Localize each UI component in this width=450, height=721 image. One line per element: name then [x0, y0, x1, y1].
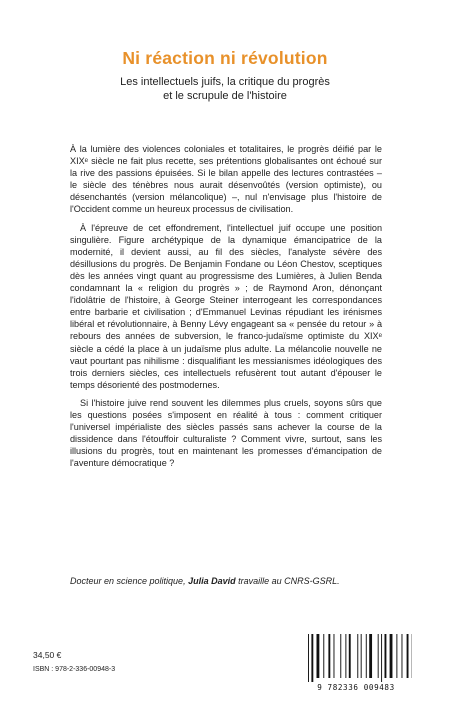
barcode-bar: [308, 634, 309, 682]
barcode-bar: [323, 634, 324, 678]
barcode-bar: [402, 634, 403, 678]
barcode-bar: [311, 634, 313, 682]
barcode-bar: [396, 634, 397, 678]
barcode-bar: [381, 634, 382, 682]
barcode-bar: [361, 634, 362, 678]
barcode-bar: [328, 634, 330, 678]
subtitle-line-2: et le scrupule de l'histoire: [163, 90, 287, 102]
barcode-bar: [385, 634, 387, 678]
author-note-suffix: travaille au CNRS-GSRL.: [235, 576, 340, 586]
subtitle-line-1: Les intellectuels juifs, la critique du progrès: [120, 76, 330, 88]
blurb-paragraph-2: À l'épreuve de cet effondrement, l'intellectuel juif occupe une position singulière. Figure archétypique de la dynamique émancipatrice de la modernité, il devient aussi, au fil des siècles, l'analyste sévère des désillusions du progrès. De Benjamin Fondane ou Léon Chestov, sceptiques dès les années vingt quant au progressisme des Lumières, à Julien Benda condamnant la « religion du progrès » ; de Raymond Aron, dénonçant l'idolâtrie de l'histoire, à George Steiner interrogeant les correspondances entre barbarie et civilisation ; d'Emmanuel Levinas répudiant les irénismes libéral et révolutionnaire, à Benny Lévy engageant sa « pensée du retour » à rebours des années de subversion, le franco-judaïsme optimiste du XIXᵉ siècle a cédé la place à un judaïsme plus adulte. La mélancolie nouvelle ne vaut pourtant pas nihilisme : disqualifiant les messianismes idéologiques des trois derniers siècles, ces intellectuels refusèrent tout autant d'épouser le temps désorienté des postmodernes.: [70, 222, 382, 390]
author-note: [70, 576, 400, 586]
barcode-bar: [345, 634, 346, 678]
barcode: [300, 634, 412, 694]
barcode-bar: [317, 634, 320, 678]
blurb-paragraph-1: À la lumière des violences coloniales et totalitaires, le progrès déifié par le XIXᵉ siècle ne fait plus recette, ses prétentions globalisantes ont échoué sur la rive des passions épuisées. Si le bilan appelle des lectures contrastées – le siècle des ténèbres nous aurait désenvoûtés (version optimiste), ou désenchantés (version mélancolique) –, nul n'envisage plus l'histoire de l'Occident comme un heureux processus de civilisation.: [70, 144, 382, 215]
barcode-bar: [340, 634, 341, 678]
barcode-bar: [369, 634, 372, 678]
book-subtitle: [0, 75, 450, 103]
author-name: Julia David: [188, 576, 236, 586]
barcode-bar: [357, 634, 358, 678]
barcode-bars: [300, 634, 412, 684]
price-label: 34,50 €: [33, 650, 62, 660]
book-title: Ni réaction ni révolution: [122, 48, 328, 68]
barcode-bar: [334, 634, 335, 678]
barcode-bar: [407, 634, 409, 678]
barcode-bar: [349, 634, 351, 678]
barcode-bar: [378, 634, 379, 678]
back-cover-blurb: [70, 143, 382, 475]
blurb-paragraph-3: Si l'histoire juive rend souvent les dilemmes plus cruels, soyons sûrs que les questions posées s'imposent en réalité à tous : comment critiquer l'universel impérialiste des siècles passés sans achever la course de la dissidence dans l'étouffoir culturaliste ? Comment vivre, surtout, sans les illusions du progrès, tout en maintenant les promesses d'émancipation de l'aventure démocratique ?: [70, 397, 382, 469]
barcode-bar: [390, 634, 393, 678]
author-note-prefix: Docteur en science politique,: [70, 576, 189, 586]
barcode-bar: [366, 634, 367, 678]
isbn-label: ISBN : 978-2-336-00948-3: [33, 666, 116, 673]
barcode-digits: 9 782336 009483: [317, 683, 395, 692]
